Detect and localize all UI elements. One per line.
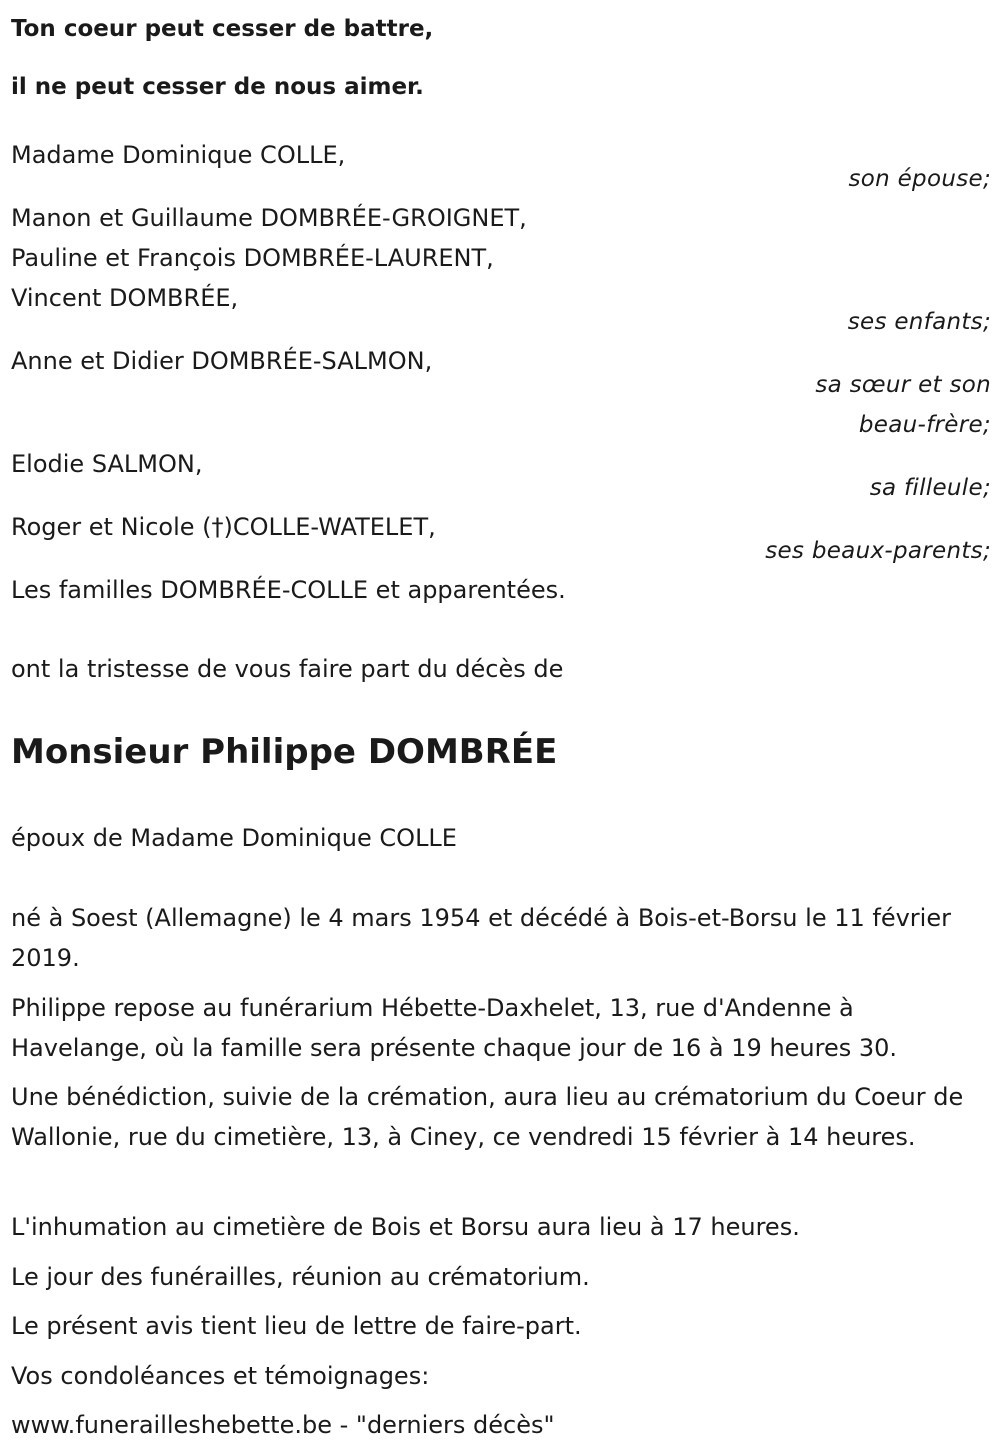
notice-paragraph: Le présent avis tient lieu de lettre de faire-part.	[11, 1312, 582, 1340]
spouse-of-line: époux de Madame Dominique COLLE	[11, 824, 457, 852]
condolences-label: Vos condoléances et témoignages:	[11, 1362, 430, 1390]
relation-in-laws	[11, 531, 991, 571]
families-line: Les familles DOMBRÉE-COLLE et apparentées.	[11, 576, 566, 604]
birth-death-paragraph: né à Soest (Allemagne) le 4 mars 1954 et décédé à Bois-et-Borsu le 11 février 2019.	[11, 904, 951, 972]
relation-text: son épouse;	[848, 166, 991, 192]
epigraph-line-1: Ton coeur peut cesser de battre,	[11, 16, 434, 42]
burial-paragraph: L'inhumation au cimetière de Bois et Borsu aura lieu à 17 heures.	[11, 1213, 800, 1241]
relation-text: sa sœur et son	[815, 372, 991, 398]
relation-text: beau-frère;	[858, 412, 991, 438]
announcement-text: ont la tristesse de vous faire part du décès de	[11, 655, 564, 683]
family-names: Madame Dominique COLLE,	[11, 141, 346, 169]
relation-sister	[11, 365, 991, 445]
epigraph-line-2: il ne peut cesser de nous aimer.	[11, 74, 424, 100]
family-names: Anne et Didier DOMBRÉE-SALMON,	[11, 347, 433, 375]
relation-goddaughter	[11, 468, 991, 508]
relation-spouse	[11, 159, 991, 199]
funeral-day-paragraph: Le jour des funérailles, réunion au crématorium.	[11, 1263, 590, 1291]
family-names: Roger et Nicole (†)COLLE-WATELET,	[11, 513, 436, 541]
relation-children	[11, 302, 991, 342]
family-names: Vincent DOMBRÉE,	[11, 284, 239, 312]
blessing-paragraph: Une bénédiction, suivie de la crémation, aura lieu au crématorium du Coeur de Wallonie, rue du cimetière, 13, à Ciney, ce vendredi 15 février à 14 heures.	[11, 1083, 964, 1151]
family-names: Elodie SALMON,	[11, 450, 203, 478]
deceased-name: Monsieur Philippe DOMBRÉE	[11, 732, 558, 772]
relation-text: ses enfants;	[847, 309, 991, 335]
family-names: Pauline et François DOMBRÉE-LAURENT,	[11, 244, 494, 272]
relation-text: sa filleule;	[869, 475, 991, 501]
family-entry-children	[11, 198, 991, 318]
epigraph	[11, 0, 991, 116]
family-names: Manon et Guillaume DOMBRÉE-GROIGNET,	[11, 204, 527, 232]
condolences-link[interactable]: www.funerailleshebette.be - "derniers décès"	[11, 1411, 555, 1439]
resting-paragraph: Philippe repose au funérarium Hébette-Daxhelet, 13, rue d'Andenne à Havelange, où la famille sera présente chaque jour de 16 à 19 heures 30.	[11, 994, 898, 1062]
relation-text: ses beaux-parents;	[765, 538, 991, 564]
